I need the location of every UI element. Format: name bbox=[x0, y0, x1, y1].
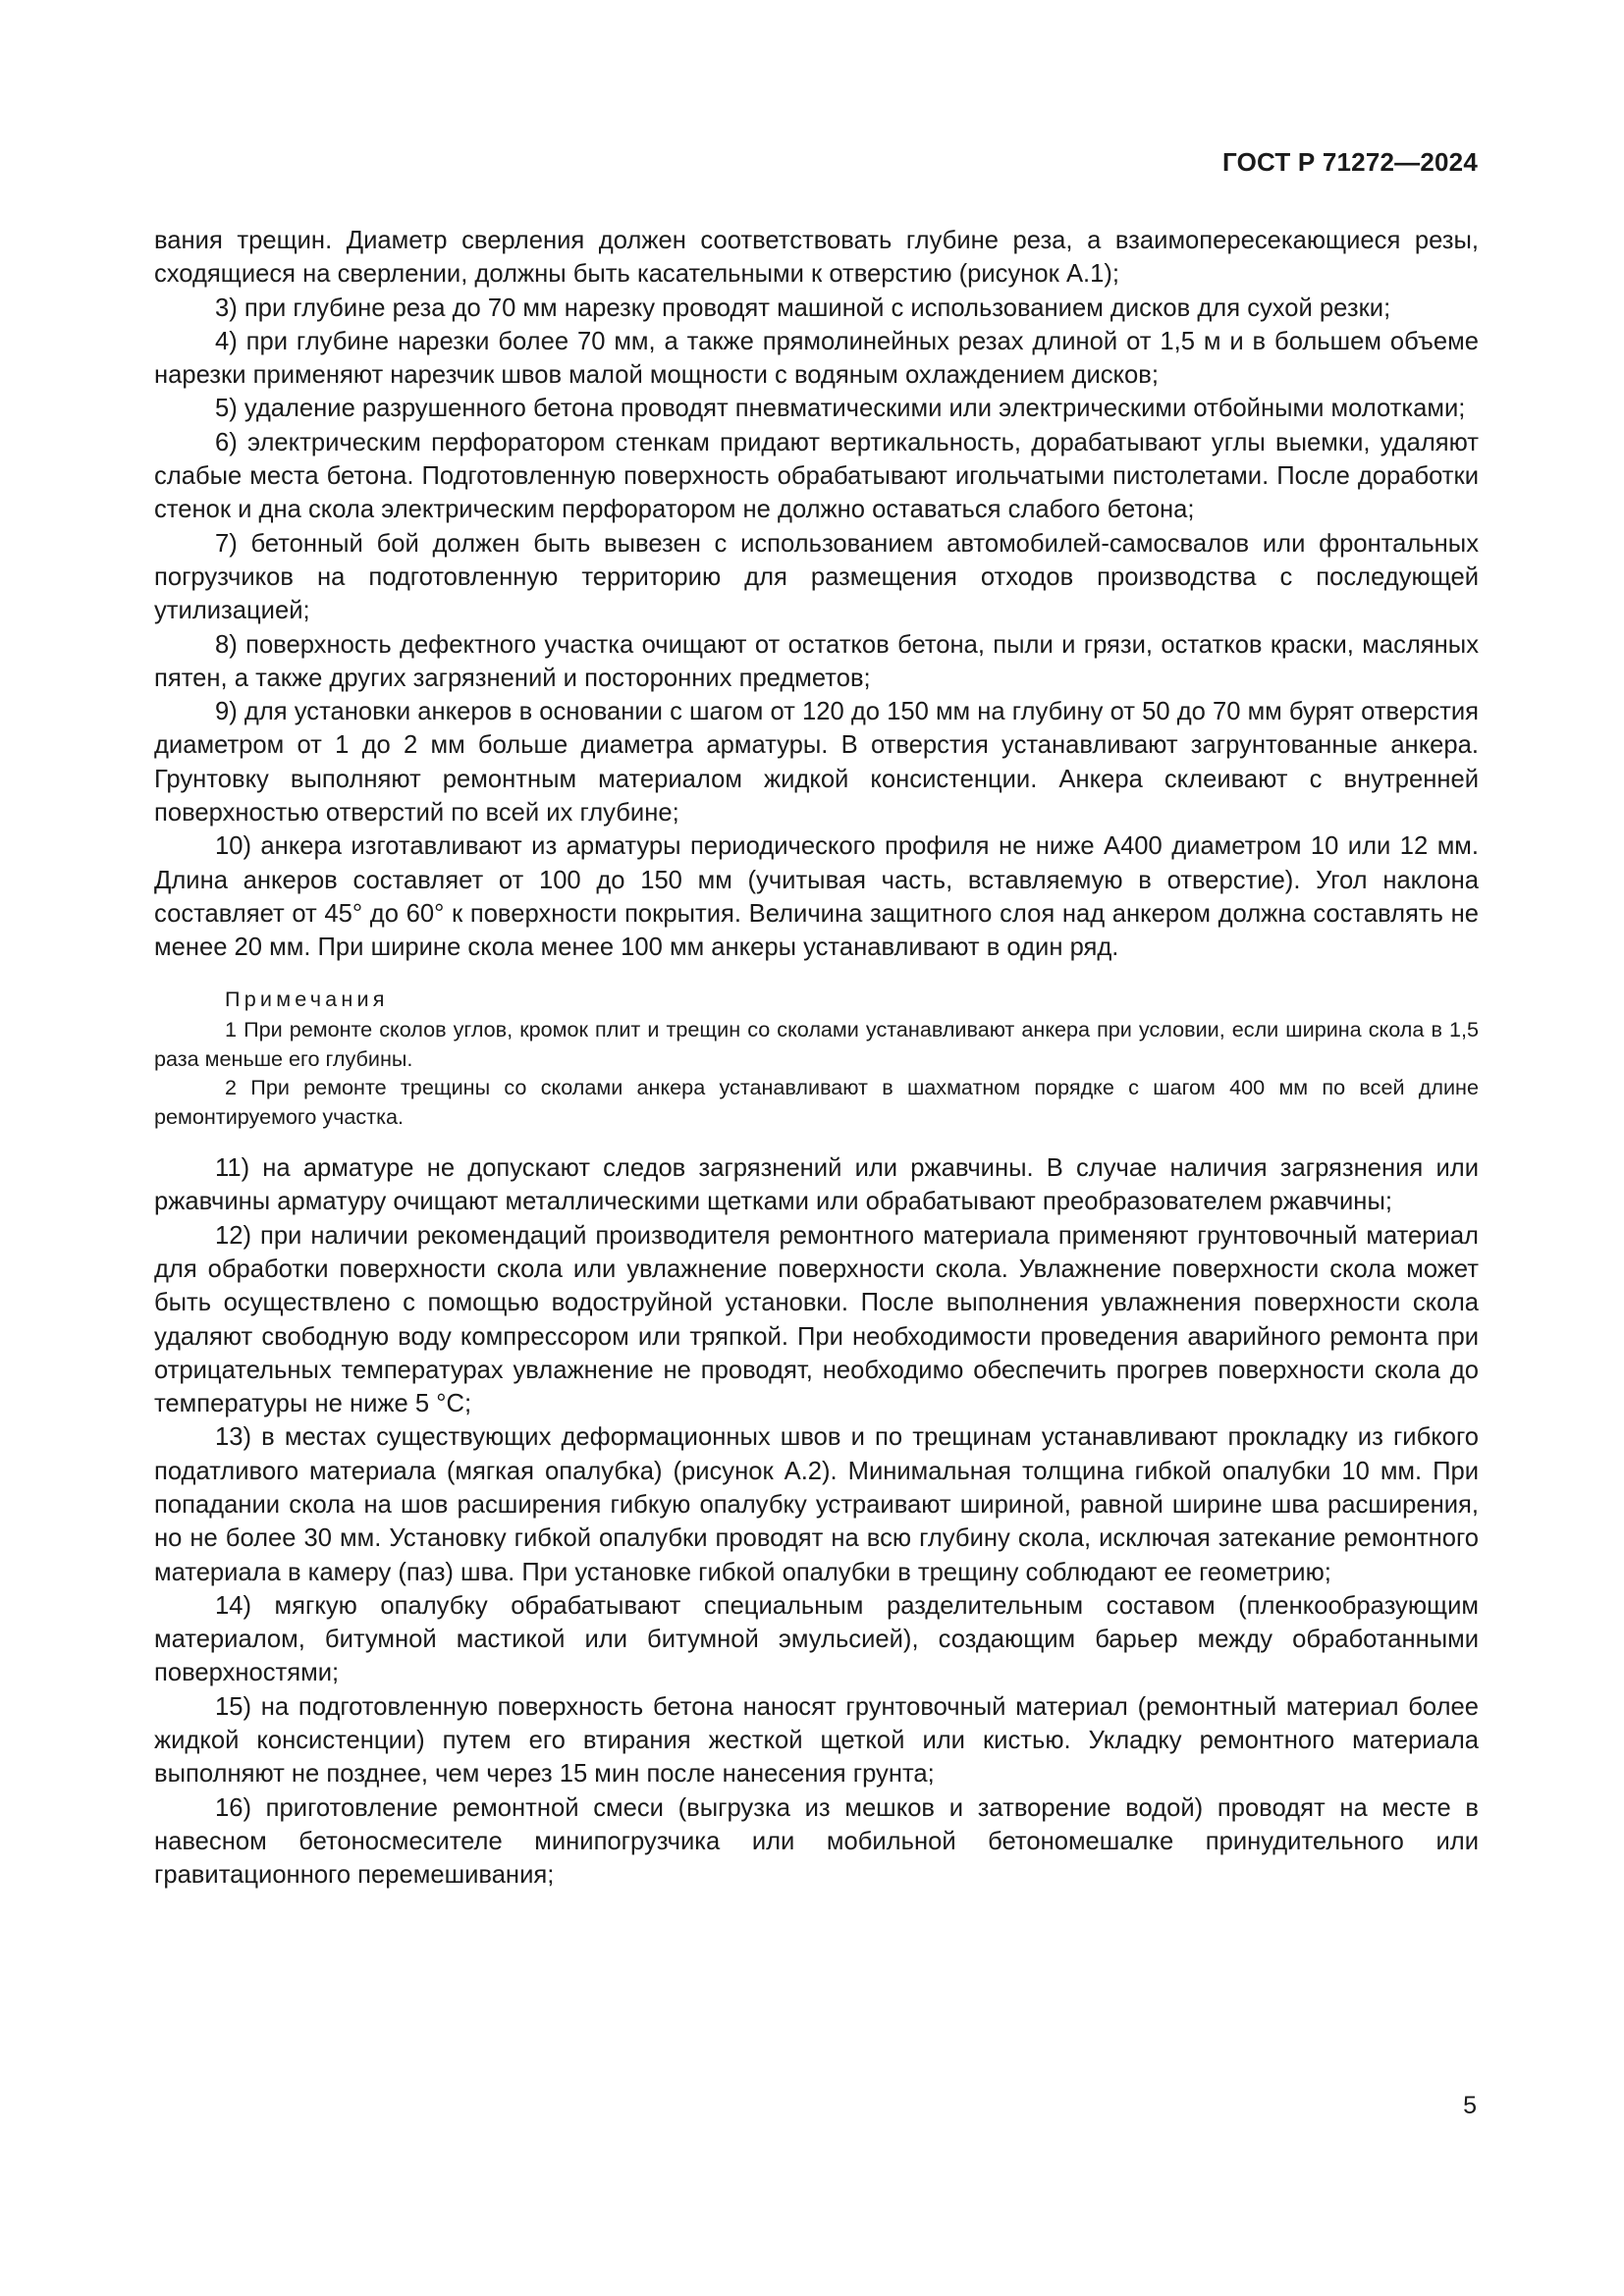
list-item-4: 4) при глубине нарезки более 70 мм, а также прямолинейных резах длиной от 1,5 м и в большем объеме нарезки применяют нарезчик швов малой мощности с водяным охлаждением дисков; bbox=[154, 327, 1479, 390]
note-item-2: 2 При ремонте трещины со сколами анкера устанавливают в шахматном порядке с шагом 400 мм по всей длине ремонтируемого участка. bbox=[154, 1075, 1479, 1129]
list-item-13: 13) в местах существующих деформационных швов и по трещинам устанавливают прокладку из гибкого податливого материала (мягкая опалубка) (рисунок А.2). Минимальная толщина гибкой опалубки 10 мм. При попадании скола на шов расширения гибкую опалубку устраивают шириной, равной ширине шва расширения, но не более 30 мм. Установку гибкой опалубки проводят на всю глубину скола, исключая затекание ремонтного материала в камеру (паз) шва. При установке гибкой опалубки в трещину соблюдают ее геометрию; bbox=[154, 1423, 1479, 1586]
list-item-9: 9) для установки анкеров в основании с шагом от 120 до 150 мм на глубину от 50 до 70 мм бурят отверстия диаметром от 1 до 2 мм больше диаметра арматуры. В отверстия устанавливают загрунтованные анкера. Грунтовку выполняют ремонтным материалом жидкой консистенции. Анкера склеивают с внутренней поверхностью отверстий по всей их глубине; bbox=[154, 698, 1479, 828]
list-item-12: 12) при наличии рекомендаций производителя ремонтного материала применяют грунтовочный материал для обработки поверхности скола или увлажнение поверхности скола. Увлажнение поверхности скола может быть осуществлено с помощью водоструйной установки. После выполнения увлажнения поверхности скола удаляют свободную воду компрессором или тряпкой. При необходимости проведения аварийного ремонта при отрицательных температурах увлажнение не проводят, необходимо обеспечить прогрев поверхности скола до температуры не ниже 5 °С; bbox=[154, 1221, 1479, 1418]
page-number: 5 bbox=[1463, 2092, 1477, 2119]
paragraph-continuation: вания трещин. Диаметр сверления должен соответствовать глубине реза, а взаимопересекающиеся резы, сходящиеся на сверлении, должны быть касательными к отверстию (рисунок А.1); bbox=[154, 227, 1479, 289]
list-item-14: 14) мягкую опалубку обрабатывают специальным разделительным составом (пленкообразующим материалом, битумной мастикой или битумной эмульсией), создающим барьер между обработанными поверхностями; bbox=[154, 1591, 1479, 1687]
list-item-8: 8) поверхность дефектного участка очищают от остатков бетона, пыли и грязи, остатков краски, масляных пятен, а также других загрязнений и посторонних предметов; bbox=[154, 630, 1479, 692]
list-item-16: 16) приготовление ремонтной смеси (выгрузка из мешков и затворение водой) проводят на месте в навесном бетоносмесителе минипогрузчика или мобильной бетономешалке принудительного или гравитационного перемешивания; bbox=[154, 1793, 1479, 1890]
document-code: ГОСТ Р 71272—2024 bbox=[1222, 147, 1478, 177]
list-item-5: 5) удаление разрушенного бетона проводят пневматическими или электрическими отбойными молотками; bbox=[215, 395, 1466, 423]
list-item-10: 10) анкера изготавливают из арматуры периодического профиля не ниже А400 диаметром 10 или 12 мм. Длина анкеров составляет от 100 до 150 мм (учитывая часть, вставляемую в отверстие). Угол наклона составляет от 45° до 60° к поверхности покрытия. Величина защитного слоя над анкером должна составлять не менее 20 мм. При ширине скола менее 100 мм анкеры устанавливают в один ряд. bbox=[154, 832, 1479, 962]
list-item-7: 7) бетонный бой должен быть вывезен с использованием автомобилей-самосвалов или фронтальных погрузчиков на подготовленную территорию для размещения отходов производства с последующей утилизацией; bbox=[154, 529, 1479, 625]
list-item-11: 11) на арматуре не допускают следов загрязнений или ржавчины. В случае наличия загрязнения или ржавчины арматуру очищают металлическими щетками или обрабатывают преобразователем ржавчины; bbox=[154, 1154, 1479, 1216]
notes-block bbox=[154, 985, 1479, 1132]
note-item-1: 1 При ремонте сколов углов, кромок плит и трещин со сколами устанавливают анкера при условии, если ширина скола в 1,5 раза меньше его глубины. bbox=[154, 1017, 1479, 1071]
body-text bbox=[154, 224, 1479, 1893]
notes-title: Примечания bbox=[225, 986, 389, 1011]
list-item-15: 15) на подготовленную поверхность бетона наносят грунтовочный материал (ремонтный материал более жидкой консистенции) путем его втирания жесткой щеткой или кистью. Укладку ремонтного материала выполняют не позднее, чем через 15 мин после нанесения грунта; bbox=[154, 1692, 1479, 1789]
list-item-6: 6) электрическим перфоратором стенкам придают вертикальность, дорабатывают углы выемки, удаляют слабые места бетона. Подготовленную поверхность обрабатывают игольчатыми пистолетами. После доработки стенок и дна скола электрическим перфоратором не должно оставаться слабого бетона; bbox=[154, 428, 1479, 524]
list-item-3: 3) при глубине реза до 70 мм нарезку проводят машиной с использованием дисков для сухой резки; bbox=[215, 294, 1391, 322]
